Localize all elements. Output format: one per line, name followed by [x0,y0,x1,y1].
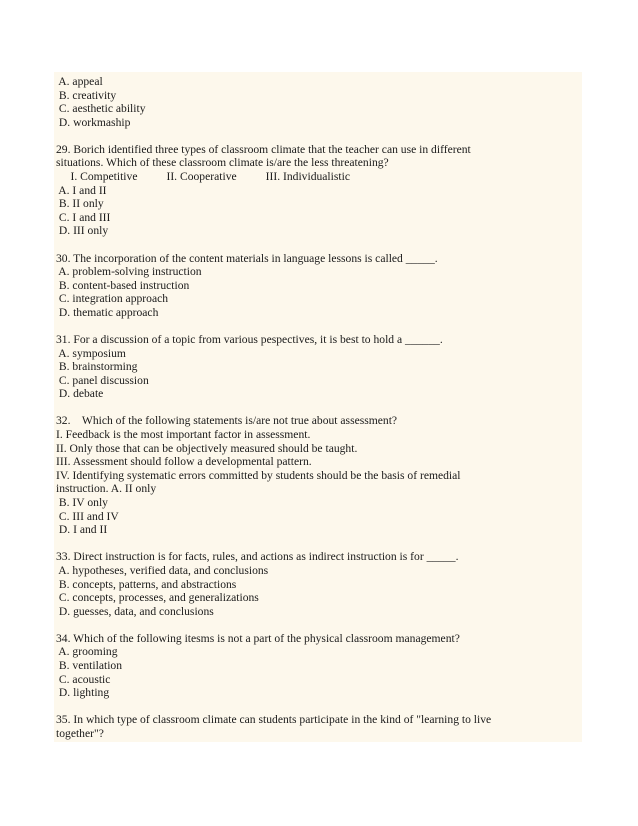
paragraph-gap [56,129,576,143]
paragraph-gap [56,401,576,415]
text-line: instruction. A. II only [56,482,157,496]
text-line: III. Assessment should follow a developmental pattern. [56,455,312,469]
text-line: C. III and IV [56,509,119,523]
text-line: 34. Which of the following itesms is not a part of the physical classroom management? [56,631,460,645]
text-line: 31. For a discussion of a topic from various pespectives, it is best to hold a ______. [56,333,443,346]
text-line: 29. Borich identified three types of classroom climate that the teacher can use in different [56,142,471,156]
text-line: B. concepts, patterns, and abstractions [56,577,237,591]
text-line: 30. The incorporation of the content materials in language lessons is called _____. [56,251,438,265]
text-line: IV. Identifying systematic errors committed by students should be the basis of remedial [56,468,461,482]
paragraph-gap [56,537,576,551]
text-line: 33. Direct instruction is for facts, rules, and actions as indirect instruction is for _____. [56,550,459,564]
text-line: A. I and II [56,183,107,197]
text-line: I. Feedback is the most important factor in assessment. [56,428,311,442]
paragraph-gap [56,618,576,632]
text-line: C. concepts, processes, and generalizations [56,591,259,605]
text-line: D. lighting [56,686,110,700]
text-line: I. Competitive II. Cooperative III. Individualistic [56,170,350,184]
paragraph-gap [56,238,576,252]
text-line: D. workmaship [56,115,131,129]
text-line: together"? [56,726,104,740]
text-line: B. content-based instruction [56,278,190,292]
text-line: C. integration approach [56,292,169,306]
paragraph-gap [56,700,576,714]
text-line: C. aesthetic ability [56,102,146,116]
text-line: D. guesses, data, and conclusions [56,604,214,618]
text-line: II. Only those that can be objectively measured should be taught. [56,441,358,455]
question-33 [56,632,576,700]
question-29 [56,252,576,320]
text-line: A. symposium [56,346,126,360]
paragraph-gap [56,320,576,334]
text-line: C. I and III [56,210,111,224]
document-text [56,75,576,740]
text-line: C. acoustic [56,672,111,686]
text-line: A. hypotheses, verified data, and conclusions [56,563,269,577]
text-line: D. debate [56,387,104,401]
question-28 [56,143,576,238]
question-28-options [56,75,576,129]
text-line: B. IV only [56,496,108,510]
text-line: B. creativity [56,88,117,102]
text-line: 32. Which of the following statements is/are not true about assessment? [56,414,398,428]
text-line: situations. Which of these classroom climate is/are the less threatening? [56,156,389,170]
question-31 [56,414,576,536]
question-30 [56,333,576,401]
text-line: B. brainstorming [56,360,138,374]
text-line: B. II only [56,197,104,211]
text-line: A. appeal [56,75,103,88]
text-line: C. panel discussion [56,373,149,387]
question-32 [56,550,576,618]
text-line: 35. In which type of classroom climate can students participate in the kind of "learning to live [56,713,492,727]
question-34 [56,713,576,740]
text-line: D. III only [56,224,109,238]
text-line: A. grooming [56,645,118,659]
text-line: D. thematic approach [56,305,159,319]
text-line: A. problem-solving instruction [56,265,202,279]
text-line: B. ventilation [56,658,123,672]
text-line: D. I and II [56,523,108,537]
